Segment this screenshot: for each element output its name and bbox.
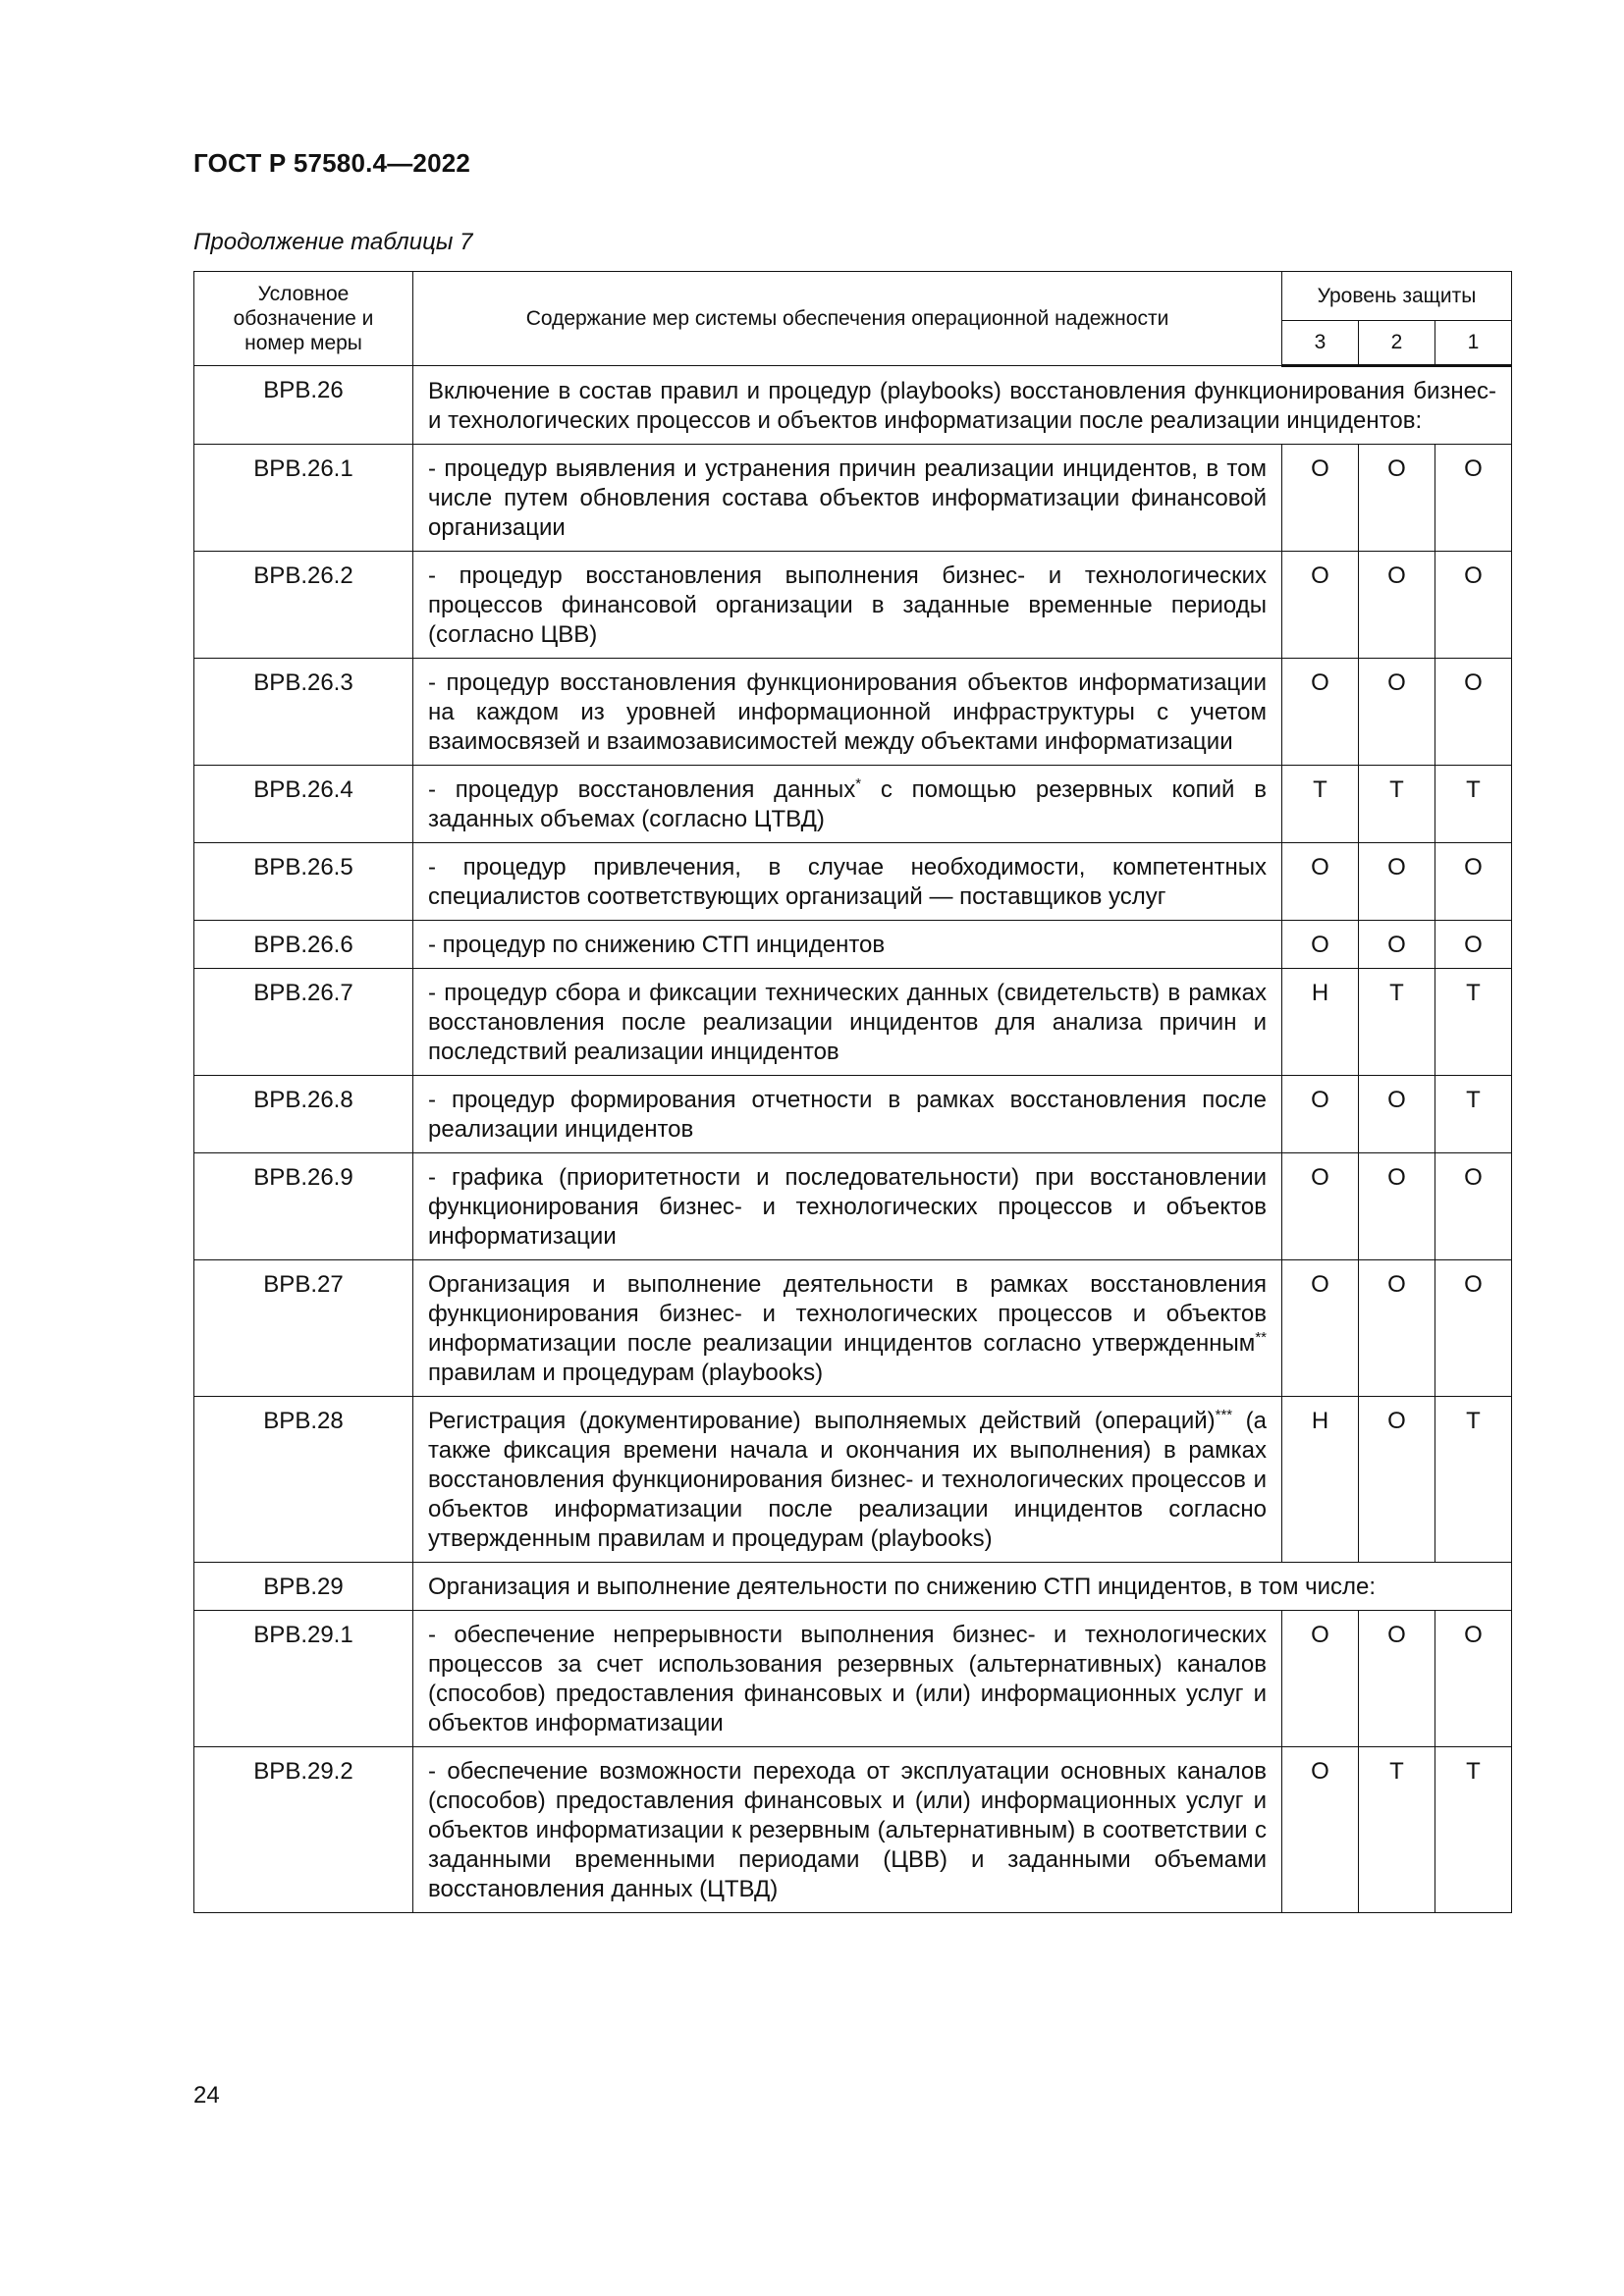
measure-text: - графика (приоритетности и последовательности) при восстановлении функционирования бизнес- и технологических процессов и объектов информатизации: [413, 1153, 1282, 1260]
table-row: [194, 843, 1512, 921]
level-1-value: О: [1435, 1153, 1512, 1260]
level-1-value: О: [1435, 921, 1512, 969]
measures-table: [193, 271, 1512, 1913]
measure-text: Организация и выполнение деятельности по снижению СТП инцидентов, в том числе:: [413, 1563, 1512, 1611]
measure-text-part: - процедур восстановления данных: [428, 776, 856, 803]
measure-code: ВРВ.27: [194, 1260, 413, 1397]
measure-text: - процедур формирования отчетности в рамках восстановления после реализации инцидентов: [413, 1076, 1282, 1153]
measure-text-part: правилам и процедурам (playbooks): [428, 1360, 824, 1386]
level-1-value: О: [1435, 445, 1512, 552]
level-3-value: О: [1282, 1611, 1359, 1747]
measure-code: ВРВ.29: [194, 1563, 413, 1611]
measure-code: ВРВ.28: [194, 1397, 413, 1563]
measure-code: ВРВ.29.2: [194, 1747, 413, 1913]
measure-text: - обеспечение возможности перехода от эксплуатации основных каналов (способов) предоставления финансовых и (или) информационных услуг и объектов информатизации к резервным (альтернативным) в соответствии с заданными временными периодами (ЦВВ) и заданными объемами восстановления данных (ЦТВД): [413, 1747, 1282, 1913]
table-row: [194, 1397, 1512, 1563]
level-3-value: О: [1282, 445, 1359, 552]
level-2-value: Т: [1359, 969, 1435, 1076]
table-row: [194, 921, 1512, 969]
table-row: [194, 445, 1512, 552]
table-header-row: [194, 272, 1512, 321]
footnote-mark: *: [855, 775, 862, 792]
measure-code: ВРВ.26.8: [194, 1076, 413, 1153]
measure-code: ВРВ.26.4: [194, 766, 413, 843]
measure-code: ВРВ.26.3: [194, 659, 413, 766]
header-code: Условное обозначение и номер меры: [194, 272, 413, 366]
level-2-value: Т: [1359, 1747, 1435, 1913]
header-level-2: 2: [1359, 320, 1435, 365]
level-3-value: О: [1282, 552, 1359, 659]
measure-text: - обеспечение непрерывности выполнения бизнес- и технологических процессов за счет использования резервных (альтернативных) каналов (способов) предоставления финансовых и (или) информационных услуг и объектов информатизации: [413, 1611, 1282, 1747]
measure-text: - процедур привлечения, в случае необходимости, компетентных специалистов соответствующих организаций — поставщиков услуг: [413, 843, 1282, 921]
footnote-mark: **: [1255, 1329, 1267, 1346]
level-1-value: Т: [1435, 766, 1512, 843]
table-row: [194, 366, 1512, 445]
level-3-value: О: [1282, 843, 1359, 921]
header-protection-level: Уровень защиты: [1282, 272, 1512, 321]
header-level-1: 1: [1435, 320, 1512, 365]
header-content: Содержание мер системы обеспечения операционной надежности: [413, 272, 1282, 366]
level-3-value: О: [1282, 921, 1359, 969]
measure-code: ВРВ.26.6: [194, 921, 413, 969]
level-3-value: Н: [1282, 1397, 1359, 1563]
measure-text: - процедур по снижению СТП инцидентов: [413, 921, 1282, 969]
level-1-value: О: [1435, 843, 1512, 921]
table-row: [194, 1611, 1512, 1747]
level-3-value: О: [1282, 1747, 1359, 1913]
measure-text-part: (а также фиксация времени начала и окончания их выполнения) в рамках восстановления функционирования бизнес- и технологических процессов и объектов информатизации после реализации инцидентов согласно утвержденным правилам и процедурам (playbooks): [428, 1408, 1267, 1552]
measure-code: ВРВ.26.9: [194, 1153, 413, 1260]
level-2-value: О: [1359, 921, 1435, 969]
measure-text-part: с помощью резервных копий в заданных объемах (согласно ЦТВД): [428, 776, 1267, 832]
table-row: [194, 1260, 1512, 1397]
header-level-3: 3: [1282, 320, 1359, 365]
level-1-value: Т: [1435, 1397, 1512, 1563]
level-1-value: О: [1435, 1260, 1512, 1397]
level-1-value: О: [1435, 1611, 1512, 1747]
measure-text: [413, 766, 1282, 843]
measure-text: [413, 1397, 1282, 1563]
level-3-value: О: [1282, 1153, 1359, 1260]
measure-text: - процедур сбора и фиксации технических данных (свидетельств) в рамках восстановления после реализации инцидентов для анализа причин и последствий реализации инцидентов: [413, 969, 1282, 1076]
table-row: [194, 1076, 1512, 1153]
measure-text: - процедур выявления и устранения причин реализации инцидентов, в том числе путем обновления состава объектов информатизации финансовой организации: [413, 445, 1282, 552]
measure-text: - процедур восстановления выполнения бизнес- и технологических процессов финансовой организации в заданные временные периоды (согласно ЦВВ): [413, 552, 1282, 659]
measure-text: - процедур восстановления функционирования объектов информатизации на каждом из уровней информационной инфраструктуры с учетом взаимосвязей и взаимозависимостей между объектами информатизации: [413, 659, 1282, 766]
level-2-value: О: [1359, 659, 1435, 766]
table-row: [194, 969, 1512, 1076]
level-3-value: О: [1282, 1076, 1359, 1153]
level-2-value: О: [1359, 552, 1435, 659]
level-2-value: О: [1359, 1397, 1435, 1563]
document-header: ГОСТ Р 57580.4—2022: [193, 148, 471, 178]
measure-text: [413, 1260, 1282, 1397]
level-1-value: О: [1435, 552, 1512, 659]
table-row: [194, 552, 1512, 659]
table-row: [194, 766, 1512, 843]
level-1-value: Т: [1435, 1076, 1512, 1153]
level-2-value: Т: [1359, 766, 1435, 843]
table-row: [194, 659, 1512, 766]
level-3-value: О: [1282, 1260, 1359, 1397]
level-2-value: О: [1359, 843, 1435, 921]
measure-code: ВРВ.26.2: [194, 552, 413, 659]
table-row: [194, 1563, 1512, 1611]
level-1-value: О: [1435, 659, 1512, 766]
table-row: [194, 1153, 1512, 1260]
table-caption: Продолжение таблицы 7: [193, 229, 473, 255]
level-2-value: О: [1359, 1153, 1435, 1260]
measure-text-part: Организация и выполнение деятельности в рамках восстановления функционирования бизнес- и технологических процессов и объектов информатизации после реализации инцидентов согласно утвержденным: [428, 1271, 1267, 1357]
level-2-value: О: [1359, 1076, 1435, 1153]
level-2-value: О: [1359, 1611, 1435, 1747]
measure-text-part: Регистрация (документирование) выполняемых действий (операций): [428, 1408, 1216, 1434]
table-row: [194, 1747, 1512, 1913]
level-1-value: Т: [1435, 1747, 1512, 1913]
level-3-value: О: [1282, 659, 1359, 766]
measure-code: ВРВ.29.1: [194, 1611, 413, 1747]
footnote-mark: ***: [1215, 1407, 1233, 1423]
level-2-value: О: [1359, 445, 1435, 552]
measure-text: Включение в состав правил и процедур (playbooks) восстановления функционирования бизнес- и технологических процессов и объектов информатизации после реализации инцидентов:: [413, 366, 1512, 445]
page-number: 24: [193, 2082, 220, 2109]
measure-code: ВРВ.26.5: [194, 843, 413, 921]
level-3-value: Н: [1282, 969, 1359, 1076]
measure-code: ВРВ.26.1: [194, 445, 413, 552]
level-2-value: О: [1359, 1260, 1435, 1397]
measure-code: ВРВ.26.7: [194, 969, 413, 1076]
level-1-value: Т: [1435, 969, 1512, 1076]
level-3-value: Т: [1282, 766, 1359, 843]
measure-code: ВРВ.26: [194, 366, 413, 445]
